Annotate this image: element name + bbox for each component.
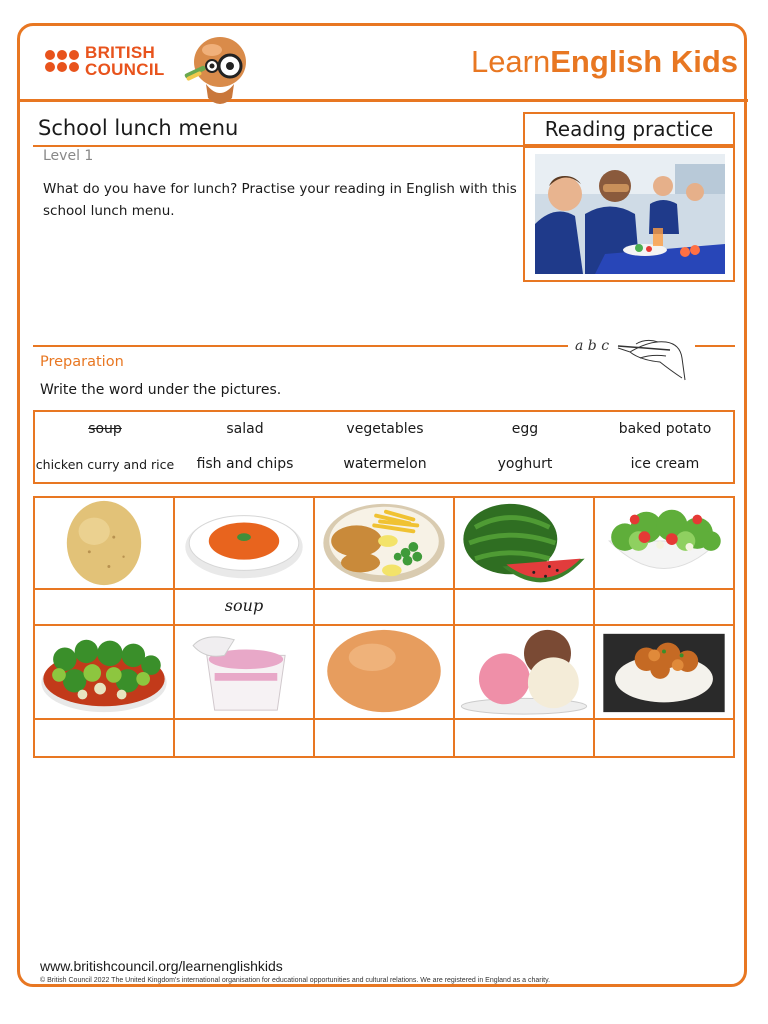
watermelon-image: [455, 498, 593, 588]
children-lunch-photo: [535, 154, 725, 274]
word-bank-item: egg: [511, 421, 539, 437]
potato-image: [35, 498, 173, 588]
preparation-divider-right: [695, 345, 735, 347]
word-bank-item: ice cream: [630, 456, 700, 472]
chicken-curry-image: [595, 626, 733, 718]
bc-dots-icon: [45, 50, 79, 72]
picture-cell: [593, 496, 735, 590]
egg-image: [315, 626, 453, 718]
word-bank-item: fish and chips: [196, 456, 294, 472]
answer-cell[interactable]: [173, 588, 315, 626]
answer-cell[interactable]: [593, 718, 735, 758]
answer-cell[interactable]: [593, 588, 735, 626]
header-divider: [20, 99, 748, 102]
intro-text: What do you have for lunch? Practise your reading in English with this school lunch menu.: [43, 181, 517, 219]
word-bank-item: yoghurt: [497, 456, 553, 472]
picture-cell: [173, 624, 315, 720]
picture-cell: [33, 624, 175, 720]
answer-cell[interactable]: [453, 588, 595, 626]
picture-cell: [173, 496, 315, 590]
answer-cell[interactable]: [313, 718, 455, 758]
salad-image: [595, 498, 733, 588]
mascot-icon: [182, 32, 254, 110]
picture-cell: [593, 624, 735, 720]
copyright-text: © British Council 2022 The United Kingdom's international organisation for educational opportunities and cultural relations. We are registered in England as a charity.: [40, 977, 551, 984]
answer-cell[interactable]: [33, 588, 175, 626]
word-bank-item: soup: [88, 421, 122, 437]
preparation-divider: [33, 345, 568, 347]
picture-grid: [33, 496, 735, 758]
soup-image: [175, 498, 313, 588]
word-bank-item: watermelon: [343, 456, 427, 472]
learnenglish-kids-logo[interactable]: LearnEnglish Kids: [470, 44, 738, 79]
picture-cell: [33, 496, 175, 590]
writing-hand-icon: [570, 330, 690, 385]
answer-text: soup: [224, 596, 264, 615]
answer-cell[interactable]: [33, 718, 175, 758]
ice-cream-image: [455, 626, 593, 718]
word-bank-item: chicken curry and rice: [35, 457, 175, 472]
level-label: Level 1: [43, 148, 94, 164]
bc-logo-text: BRITISH COUNCIL: [85, 43, 165, 79]
word-bank-item: salad: [226, 421, 264, 437]
abc-text: a b c: [575, 338, 610, 354]
photo-frame: [523, 146, 735, 282]
answer-cell[interactable]: [173, 718, 315, 758]
category-badge: Reading practice: [523, 112, 735, 146]
fish-and-chips-image: [315, 498, 453, 588]
answer-cell[interactable]: [313, 588, 455, 626]
picture-cell: [453, 624, 595, 720]
instruction-text: Write the word under the pictures.: [40, 382, 282, 398]
picture-cell: [313, 624, 455, 720]
yoghurt-image: [175, 626, 313, 718]
vegetables-image: [35, 626, 173, 718]
answer-cell[interactable]: [453, 718, 595, 758]
footer-url-link[interactable]: www.britishcouncil.org/learnenglishkids: [40, 958, 283, 974]
picture-cell: [313, 496, 455, 590]
word-bank-item: baked potato: [618, 421, 712, 437]
word-bank: [33, 410, 735, 484]
preparation-heading: Preparation: [40, 354, 124, 370]
title-divider: [33, 145, 523, 147]
word-bank-item: vegetables: [346, 421, 424, 437]
picture-cell: [453, 496, 595, 590]
british-council-logo[interactable]: [45, 44, 165, 78]
page-title: School lunch menu: [38, 116, 239, 140]
